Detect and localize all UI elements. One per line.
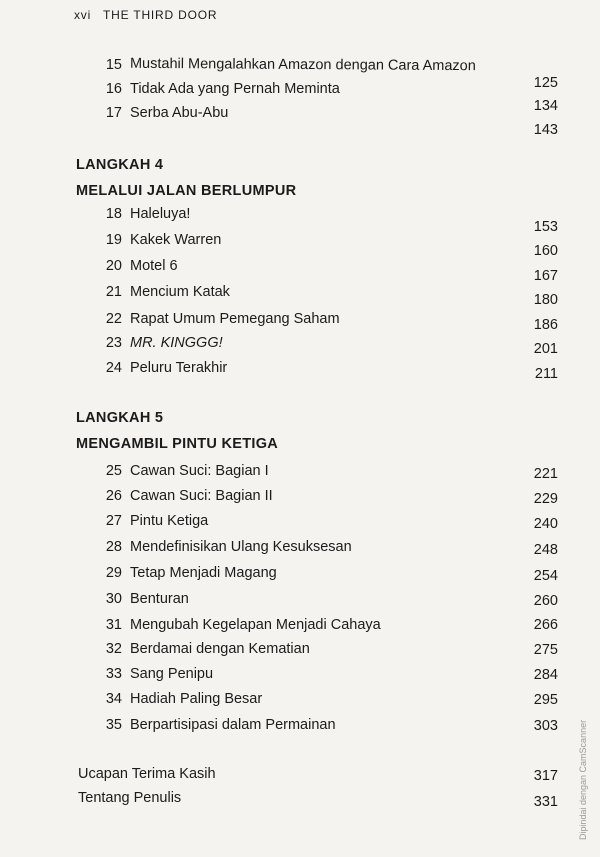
chapter-number: 22 <box>105 311 122 327</box>
toc-entry <box>0 666 600 690</box>
chapter-page: 125 <box>533 75 558 91</box>
chapter-title: Mengubah Kegelapan Menjadi Cahaya <box>130 617 381 633</box>
chapter-page: 254 <box>533 568 558 584</box>
chapter-page: 180 <box>533 292 558 308</box>
chapter-number: 27 <box>105 513 122 529</box>
header-page-number: xvi <box>74 8 92 22</box>
toc-entry <box>0 513 600 537</box>
chapter-page: 229 <box>533 491 558 507</box>
chapter-page: 295 <box>533 692 558 708</box>
chapter-page: 134 <box>533 98 558 114</box>
chapter-page: 167 <box>533 268 558 284</box>
chapter-number: 34 <box>105 691 122 707</box>
chapter-page: 260 <box>533 593 558 609</box>
toc-entry <box>0 565 600 589</box>
chapter-title: Rapat Umum Pemegang Saham <box>130 311 340 327</box>
chapter-number: 29 <box>105 565 122 581</box>
chapter-title: Berpartisipasi dalam Permainan <box>130 717 336 733</box>
chapter-number: 28 <box>105 539 122 555</box>
back-matter-entry <box>0 766 600 790</box>
toc-entry <box>0 539 600 563</box>
chapter-number: 19 <box>105 232 122 248</box>
chapter-title: Serba Abu-Abu <box>130 105 229 121</box>
back-matter-entry <box>0 790 600 814</box>
chapter-title: MR. KINGGG! <box>130 335 223 351</box>
chapter-title: Tetap Menjadi Magang <box>130 565 277 581</box>
chapter-number: 18 <box>105 206 122 222</box>
chapter-page: 153 <box>533 219 558 235</box>
chapter-page: 201 <box>533 341 558 357</box>
chapter-title: Mustahil Mengalahkan Amazon dengan Cara Amazon <box>129 55 476 75</box>
section-title: MENGAMBIL PINTU KETIGA <box>76 436 279 452</box>
chapter-number: 26 <box>105 488 122 504</box>
chapter-number: 15 <box>105 57 122 73</box>
chapter-title: Haleluya! <box>130 206 191 222</box>
toc-entry <box>0 691 600 715</box>
chapter-page: 275 <box>533 642 558 658</box>
toc-entry <box>0 591 600 615</box>
chapter-title: Motel 6 <box>130 258 178 274</box>
chapter-number: 31 <box>105 617 122 633</box>
chapter-number: 25 <box>105 463 122 479</box>
chapter-number: 32 <box>105 641 122 657</box>
back-matter-title: Tentang Penulis <box>78 790 182 806</box>
chapter-page: 186 <box>533 317 558 333</box>
chapter-page: 221 <box>533 466 558 482</box>
chapter-title: Mendefinisikan Ulang Kesuksesan <box>130 539 352 555</box>
chapter-title: Sang Penipu <box>130 666 214 682</box>
chapter-title: Berdamai dengan Kematian <box>130 641 310 657</box>
chapter-title: Cawan Suci: Bagian II <box>130 488 273 504</box>
chapter-title: Benturan <box>130 591 189 607</box>
section-label: LANGKAH 5 <box>76 410 164 426</box>
chapter-page: 160 <box>533 243 558 259</box>
chapter-number: 21 <box>105 284 122 300</box>
chapter-page: 240 <box>533 516 558 532</box>
chapter-title: Kakek Warren <box>130 232 222 248</box>
section-title: MELALUI JALAN BERLUMPUR <box>76 183 297 199</box>
scanner-watermark: Dipindai dengan CamScanner <box>578 719 588 840</box>
chapter-title: Tidak Ada yang Pernah Meminta <box>130 81 340 97</box>
running-header <box>74 8 217 22</box>
chapter-number: 30 <box>105 591 122 607</box>
toc-entry <box>0 488 600 512</box>
chapter-page: 284 <box>533 667 558 683</box>
chapter-number: 20 <box>105 258 122 274</box>
back-matter-title: Ucapan Terima Kasih <box>78 766 216 782</box>
chapter-title: Peluru Terakhir <box>130 360 228 376</box>
chapter-page: 303 <box>533 718 558 734</box>
chapter-page: 211 <box>534 366 558 382</box>
chapter-number: 35 <box>105 717 122 733</box>
chapter-page: 143 <box>533 122 558 138</box>
chapter-number: 16 <box>105 81 122 97</box>
chapter-page: 248 <box>533 542 558 558</box>
section-label: LANGKAH 4 <box>76 157 164 173</box>
chapter-page: 266 <box>533 617 558 633</box>
back-matter-page: 317 <box>533 768 558 784</box>
chapter-title: Mencium Katak <box>130 284 230 300</box>
chapter-title: Pintu Ketiga <box>130 513 209 529</box>
chapter-number: 17 <box>105 105 122 121</box>
toc-entry <box>0 617 600 641</box>
chapter-number: 24 <box>105 360 122 376</box>
chapter-title: Hadiah Paling Besar <box>130 691 263 707</box>
back-matter-page: 331 <box>533 794 558 810</box>
chapter-title: Cawan Suci: Bagian I <box>130 463 269 479</box>
header-book-title: THE THIRD DOOR <box>103 8 218 22</box>
toc-entry <box>0 463 600 487</box>
chapter-number: 23 <box>105 335 122 351</box>
toc-entry <box>0 641 600 665</box>
chapter-number: 33 <box>105 666 122 682</box>
toc-entry <box>0 717 600 741</box>
